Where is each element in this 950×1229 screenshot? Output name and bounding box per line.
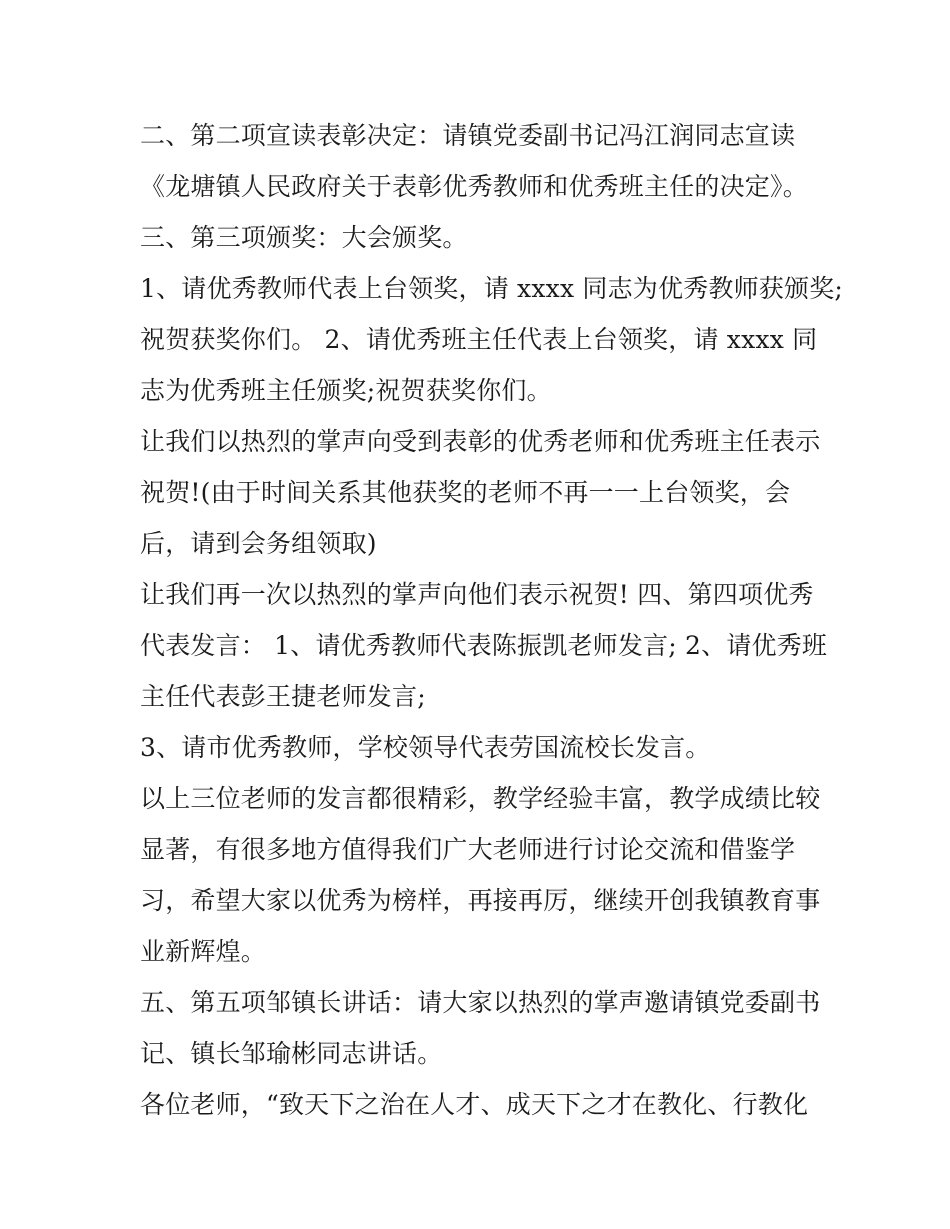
text-line: 以上三位老师的发言都很精彩，教学经验丰富，教学成绩比较: [140, 784, 821, 813]
text-line: 二、第二项宣读表彰决定：请镇党委副书记冯江润同志宣读: [140, 121, 796, 150]
text-line: 代表发言： 1、请优秀教师代表陈振凯老师发言; 2、请优秀班: [140, 631, 828, 660]
text-line: 《龙塘镇人民政府关于表彰优秀教师和优秀班主任的决定》。: [140, 172, 808, 201]
text-line: 志为优秀班主任颁奖;祝贺获奖你们。: [140, 376, 552, 405]
text-line: 让我们再一次以热烈的掌声向他们表示祝贺! 四、第四项优秀: [140, 580, 814, 609]
text-line: 业新辉煌。: [140, 937, 267, 966]
text-line: 祝贺!(由于时间关系其他获奖的老师不再一一上台领奖，会: [140, 478, 791, 507]
text-line: 3、请市优秀教师，学校领导代表劳国流校长发言。: [140, 733, 711, 762]
text-line: 显著，有很多地方值得我们广大老师进行讨论交流和借鉴学: [140, 835, 796, 864]
text-line: 习，希望大家以优秀为榜样，再接再厉，继续开创我镇教育事: [140, 886, 821, 915]
text-line: 主任代表彭王捷老师发言;: [140, 682, 426, 711]
document-text: [140, 110, 844, 1130]
text-line: 记、镇长邹瑜彬同志讲话。: [140, 1039, 443, 1068]
document-body: [140, 110, 844, 1130]
text-line: 让我们以热烈的掌声向受到表彰的优秀老师和优秀班主任表示: [140, 427, 821, 456]
text-line: 三、第三项颁奖：大会颁奖。: [140, 223, 468, 252]
text-line: 祝贺获奖你们。 2、请优秀班主任代表上台领奖，请 xxxx 同: [140, 325, 818, 354]
text-line: 五、第五项邹镇长讲话：请大家以热烈的掌声邀请镇党委副书: [140, 988, 821, 1017]
text-line: 后，请到会务组领取): [140, 529, 377, 558]
text-line: 各位老师，“致天下之治在人才、成天下之才在教化、行教化: [140, 1090, 809, 1119]
text-line: 1、请优秀教师代表上台领奖，请 xxxx 同志为优秀教师获颁奖;: [140, 274, 844, 303]
